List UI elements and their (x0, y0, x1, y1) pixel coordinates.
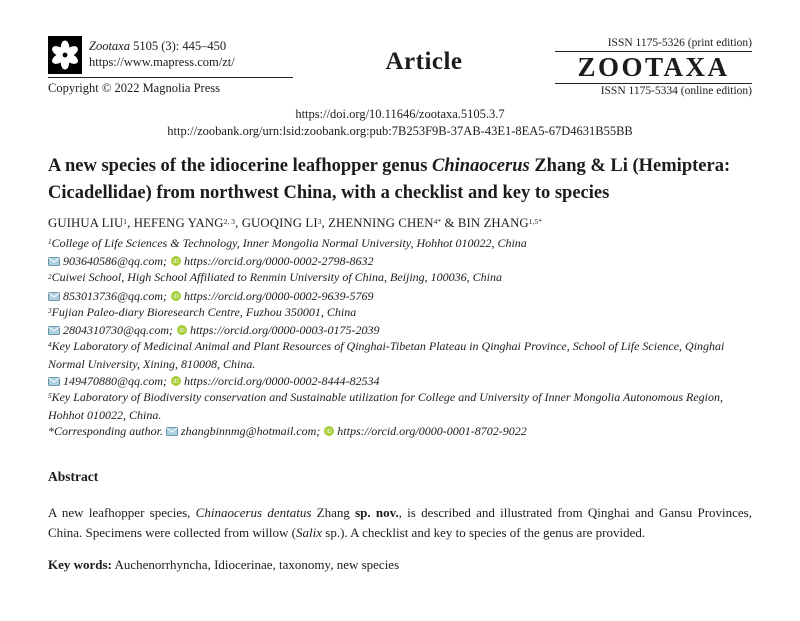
paper-title (48, 153, 752, 207)
journal-header (48, 36, 752, 99)
envelope-icon (48, 326, 60, 335)
email-link[interactable]: 903640586@qq.com (63, 254, 164, 269)
journal-header-center (293, 36, 555, 76)
affiliation-text: $^2$Cuiwei School, High School Affiliated to Renmin University of China, Beijing, 100036, China (48, 270, 503, 285)
svg-text:iD: iD (173, 259, 179, 266)
author-line (48, 216, 752, 231)
keywords-text: Auchenorrhyncha, Idiocerinae, taxonomy, new species (111, 557, 400, 573)
envelope-icon (48, 257, 60, 266)
affiliation-text: $^5$Key Laboratory of Biodiversity conservation and Sustainable utilization for College and University of Inner Mongolia Autonomous Region, Hohhot 010022, China. (48, 389, 723, 423)
affiliation-text: $^4$Key Laboratory of Medicinal Animal and Plant Resources of Qinghai-Tibetan Plateau in Qinghai Province, School of Life Science, Qinghai Normal University, Xining, 810008, China. (48, 339, 725, 372)
envelope-icon (166, 427, 178, 436)
svg-text:iD: iD (326, 429, 332, 436)
author-affil-sup: 4* (433, 216, 442, 226)
author-affil-sup: 1,5* (528, 216, 543, 226)
orcid-id-icon (171, 256, 181, 266)
header-left-rule (48, 77, 293, 78)
species-name-italic: Chinaocerus dentatus (195, 505, 312, 521)
orcid-id-icon (171, 376, 181, 386)
orcid-link[interactable]: https://orcid.org/0000-0002-9639-5769 (184, 288, 374, 303)
author: BIN $ZHANG^{1,5*}$ (457, 216, 543, 230)
journal-brand: ZOOTAXA (555, 51, 752, 84)
author-affil-sup: 1 (123, 216, 128, 226)
affiliation-text: $^1$College of Life Sciences & Technology, Inner Mongolia Normal University, Hohhot 010022, China (48, 236, 527, 250)
keywords-label: Key words: (48, 557, 112, 573)
title-genus-italic: Chinaocerus (432, 156, 530, 176)
author: ZHENNING $CHEN^{4*}$ & (328, 216, 458, 230)
zoobank-link[interactable]: http://zoobank.org/urn:lsid:zoobank.org:pub:7B253F9B-37AB-43E1-8EA5-67D4631B55BB (167, 124, 633, 138)
journal-url-link[interactable]: https://www.mapress.com/zt/ (89, 55, 235, 69)
email-link[interactable]: 2804310730@qq.com (63, 323, 170, 338)
orcid-link[interactable]: https://orcid.org/0000-0003-0175-2039 (190, 323, 380, 338)
identifier-block (48, 106, 752, 140)
author: HEFENG YANG$^{2, 3}$, (133, 216, 242, 230)
title-part2: Zhang & Li (Hemiptera: Cicadellidae) from northwest China, with a checklist and key to species (48, 156, 731, 203)
corresponding-author-line: *Corresponding author. zhangbinnmg@hotmail.com; iD https://orcid.org/0000-0001-8702-9022 (48, 424, 527, 439)
magnolia-flower-icon (48, 36, 82, 74)
abstract-heading: Abstract (48, 469, 99, 485)
author: GUIHUA LIU$^1$, (48, 216, 134, 230)
journal-citation (89, 36, 235, 70)
svg-text:iD: iD (173, 378, 179, 385)
author-affil-sup: 3 (317, 216, 322, 226)
author-affil-sup: 2, 3 (223, 216, 236, 226)
email-link[interactable]: zhangbinnmg@hotmail.com (180, 424, 317, 439)
doi-link[interactable]: https://doi.org/10.11646/zootaxa.5105.3.7 (295, 107, 505, 121)
svg-text:iD: iD (179, 328, 185, 335)
envelope-icon (48, 377, 60, 386)
affiliation-text: $^3$Fujian Paleo-diary Bioresearch Centre, Fuzhou 350001, China (48, 304, 357, 319)
orcid-id-icon (171, 291, 181, 301)
orcid-link[interactable]: https://orcid.org/0000-0002-8444-82534 (184, 373, 380, 388)
journal-header-right (555, 36, 752, 99)
salix-italic: Salix (296, 525, 323, 541)
affiliation-contact: 2804310730@qq.com; iD https://orcid.org/0000-0003-0175-2039 (48, 322, 752, 338)
title-part1: A new species of the idiocerine leafhopper genus (48, 156, 433, 176)
orcid-id-icon (177, 325, 187, 335)
orcid-link[interactable]: https://orcid.org/0000-0002-2798-8632 (184, 254, 374, 269)
journal-name: Zootaxa (89, 39, 130, 53)
svg-text:iD: iD (173, 293, 179, 300)
affiliations-block (48, 235, 752, 439)
email-link[interactable]: 149470880@qq.com (63, 373, 164, 388)
affiliation-contact: 853013736@qq.com; iD https://orcid.org/0000-0002-9639-5769 (48, 288, 752, 304)
keywords-line (48, 557, 752, 573)
journal-issue: 5105 (3): 445–450 (129, 39, 227, 53)
sp-nov-bold: sp. nov. (355, 505, 399, 521)
abstract-paragraph: A new leafhopper species, Chinaocerus dentatus Zhang sp. nov., is described and illustrated from Qinghai and Gansu Provinces, China. Specimens were collected from willow (Salix sp.). A checklist and key to species of the genus are provided. (48, 505, 752, 541)
issn-print: ISSN 1175-5326 (print edition) (607, 37, 752, 49)
corresponding-label: *Corresponding author. (48, 424, 166, 439)
journal-issue-line (89, 38, 235, 54)
email-link[interactable]: 853013736@qq.com (63, 288, 164, 303)
journal-header-left (48, 36, 293, 96)
orcid-link[interactable]: https://orcid.org/0000-0001-8702-9022 (337, 424, 527, 439)
envelope-icon (48, 292, 60, 301)
issn-online: ISSN 1175-5334 (online edition) (600, 85, 752, 97)
copyright-line: Copyright © 2022 Magnolia Press (48, 81, 220, 95)
article-type-label: Article (385, 48, 463, 75)
affiliation-contact: 903640586@qq.com; iD https://orcid.org/0000-0002-2798-8632 (48, 253, 752, 269)
affiliation-contact: 149470880@qq.com; iD https://orcid.org/0000-0002-8444-82534 (48, 373, 752, 389)
orcid-id-icon (324, 426, 334, 436)
author: GUOQING $LI^3$, (241, 216, 329, 230)
